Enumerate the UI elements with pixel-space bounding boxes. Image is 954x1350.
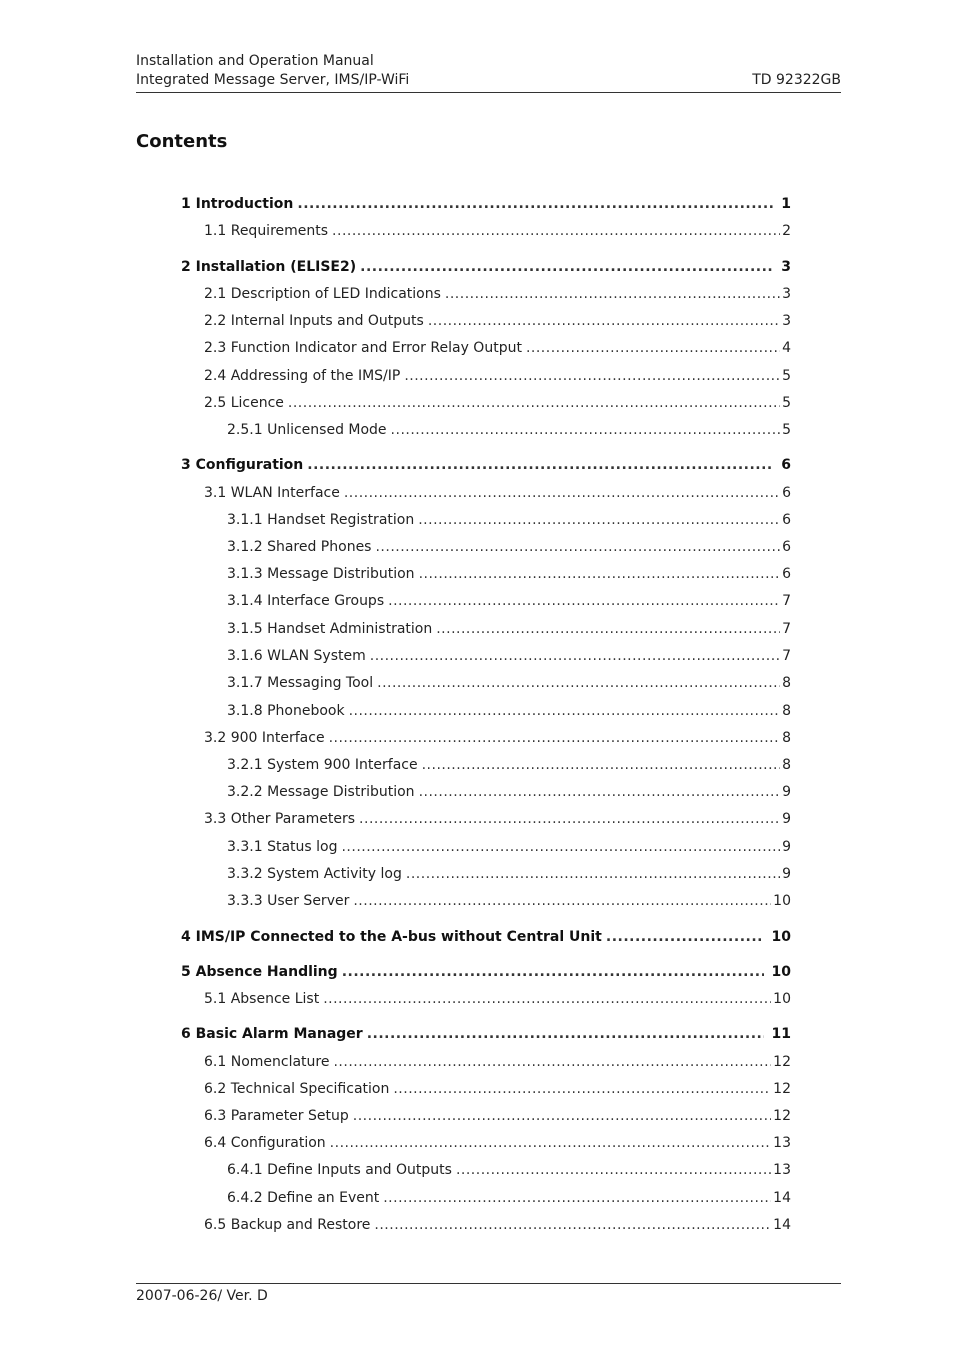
toc-leader bbox=[419, 564, 781, 584]
toc-label: 3.1.4 Interface Groups bbox=[227, 593, 385, 609]
toc-leader bbox=[419, 782, 781, 802]
toc-label: 3.2 900 Interface bbox=[204, 730, 325, 746]
toc-page-number: 5 bbox=[782, 368, 791, 384]
toc-page-number: 10 bbox=[773, 893, 791, 909]
toc-entry[interactable] bbox=[227, 1188, 791, 1208]
toc-label: 6 Basic Alarm Manager bbox=[181, 1026, 363, 1042]
toc-page-number: 9 bbox=[782, 811, 791, 827]
toc-entry[interactable] bbox=[227, 673, 791, 693]
toc-page-number: 6 bbox=[782, 566, 791, 582]
toc-page-number: 8 bbox=[782, 757, 791, 773]
toc-leader bbox=[353, 891, 771, 911]
toc-label: 2.4 Addressing of the IMS/IP bbox=[204, 368, 401, 384]
toc-leader bbox=[377, 673, 780, 693]
toc-entry[interactable] bbox=[181, 927, 791, 947]
toc-leader bbox=[359, 809, 780, 829]
toc-label: 3.2.1 System 900 Interface bbox=[227, 757, 418, 773]
toc-label: 1.1 Requirements bbox=[204, 223, 329, 239]
toc-entry[interactable] bbox=[204, 1133, 791, 1153]
toc-label: 3.3.2 System Activity log bbox=[227, 866, 402, 882]
toc-page-number: 6 bbox=[782, 485, 791, 501]
toc-entry[interactable] bbox=[181, 1024, 791, 1044]
toc-entry[interactable] bbox=[204, 989, 791, 1009]
toc-label: 3.1.3 Message Distribution bbox=[227, 566, 415, 582]
toc-entry[interactable] bbox=[227, 891, 791, 911]
toc-leader bbox=[436, 619, 780, 639]
toc-leader bbox=[445, 284, 780, 304]
toc-entry[interactable] bbox=[227, 537, 791, 557]
toc-leader bbox=[344, 483, 780, 503]
toc-label: 2.5 Licence bbox=[204, 395, 284, 411]
toc-page-number: 11 bbox=[771, 1026, 791, 1042]
toc-entry[interactable] bbox=[227, 510, 791, 530]
toc-label: 4 IMS/IP Connected to the A-bus without Central Unit bbox=[181, 929, 602, 945]
toc-page-number: 7 bbox=[782, 648, 791, 664]
toc-page-number: 5 bbox=[782, 395, 791, 411]
toc-page-number: 3 bbox=[781, 259, 791, 275]
toc-label: 1 Introduction bbox=[181, 196, 294, 212]
toc-page-number: 9 bbox=[782, 866, 791, 882]
toc-entry[interactable] bbox=[227, 701, 791, 721]
toc-page-number: 13 bbox=[773, 1135, 791, 1151]
footer-date-version: 2007-06-26/ Ver. D bbox=[136, 1288, 268, 1304]
toc-entry[interactable] bbox=[227, 864, 791, 884]
toc-entry[interactable] bbox=[204, 284, 791, 304]
toc-page-number: 9 bbox=[782, 839, 791, 855]
toc-label: 3.3.1 Status log bbox=[227, 839, 338, 855]
toc-page-number: 10 bbox=[771, 929, 791, 945]
toc-page-number: 14 bbox=[773, 1217, 791, 1233]
toc-entry[interactable] bbox=[204, 1052, 791, 1072]
toc-page-number: 5 bbox=[782, 422, 791, 438]
toc-page-number: 7 bbox=[782, 593, 791, 609]
toc-label: 5 Absence Handling bbox=[181, 964, 338, 980]
toc-label: 3.1.8 Phonebook bbox=[227, 703, 345, 719]
toc-page-number: 8 bbox=[782, 730, 791, 746]
toc-label: 3.1.6 WLAN System bbox=[227, 648, 366, 664]
toc-leader bbox=[526, 338, 780, 358]
toc-entry[interactable] bbox=[181, 257, 791, 277]
toc-entry[interactable] bbox=[227, 782, 791, 802]
toc-page-number: 6 bbox=[782, 539, 791, 555]
toc-label: 2.2 Internal Inputs and Outputs bbox=[204, 313, 424, 329]
toc-leader bbox=[332, 221, 780, 241]
toc-page-number: 4 bbox=[782, 340, 791, 356]
page-footer bbox=[136, 1283, 841, 1306]
toc-label: 2.1 Description of LED Indications bbox=[204, 286, 441, 302]
toc-leader bbox=[370, 646, 780, 666]
toc-entry[interactable] bbox=[227, 646, 791, 666]
toc-label: 2.3 Function Indicator and Error Relay Output bbox=[204, 340, 522, 356]
page-title: Contents bbox=[136, 131, 228, 152]
toc-entry[interactable] bbox=[227, 564, 791, 584]
toc-entry[interactable] bbox=[204, 809, 791, 829]
toc-page-number: 12 bbox=[773, 1054, 791, 1070]
toc-label: 6.2 Technical Specification bbox=[204, 1081, 390, 1097]
toc-entry[interactable] bbox=[204, 1079, 791, 1099]
toc-label: 6.1 Nomenclature bbox=[204, 1054, 330, 1070]
toc-leader bbox=[374, 1215, 771, 1235]
toc-entry[interactable] bbox=[181, 194, 791, 214]
toc-page-number: 14 bbox=[773, 1190, 791, 1206]
toc-leader bbox=[360, 257, 773, 277]
toc-entry[interactable] bbox=[204, 1215, 791, 1235]
toc-label: 5.1 Absence List bbox=[204, 991, 320, 1007]
toc-label: 3.3 Other Parameters bbox=[204, 811, 356, 827]
toc-entry[interactable] bbox=[204, 483, 791, 503]
toc-leader bbox=[367, 1024, 764, 1044]
toc-page-number: 8 bbox=[782, 703, 791, 719]
toc-page-number: 8 bbox=[782, 675, 791, 691]
toc-label: 3.1 WLAN Interface bbox=[204, 485, 340, 501]
toc-leader bbox=[375, 537, 780, 557]
toc-label: 6.4.1 Define Inputs and Outputs bbox=[227, 1162, 452, 1178]
toc-page-number: 10 bbox=[773, 991, 791, 1007]
toc-label: 2 Installation (ELISE2) bbox=[181, 259, 357, 275]
toc-page-number: 12 bbox=[773, 1081, 791, 1097]
toc-label: 3.1.7 Messaging Tool bbox=[227, 675, 374, 691]
toc-page-number: 13 bbox=[773, 1162, 791, 1178]
toc-entry[interactable] bbox=[204, 728, 791, 748]
toc-leader bbox=[383, 1188, 771, 1208]
toc-leader bbox=[404, 366, 780, 386]
toc-entry[interactable] bbox=[227, 1160, 791, 1180]
toc-label: 3 Configuration bbox=[181, 457, 304, 473]
toc-label: 3.3.3 User Server bbox=[227, 893, 350, 909]
toc-label: 3.1.5 Handset Administration bbox=[227, 621, 433, 637]
toc-entry[interactable] bbox=[204, 338, 791, 358]
toc-leader bbox=[307, 455, 773, 475]
toc-page-number: 12 bbox=[773, 1108, 791, 1124]
toc-entry[interactable] bbox=[204, 221, 791, 241]
product-name: Integrated Message Server, IMS/IP-WiFi bbox=[136, 72, 410, 88]
toc-label: 3.2.2 Message Distribution bbox=[227, 784, 415, 800]
toc-page-number: 6 bbox=[782, 512, 791, 528]
toc-entry[interactable] bbox=[204, 366, 791, 386]
toc-page-number: 9 bbox=[782, 784, 791, 800]
toc-leader bbox=[388, 591, 780, 611]
toc-entry[interactable] bbox=[227, 837, 791, 857]
page-header bbox=[136, 52, 841, 93]
toc-page-number: 2 bbox=[782, 223, 791, 239]
document-number: TD 92322GB bbox=[752, 72, 841, 88]
toc-leader bbox=[418, 510, 780, 530]
toc-label: 6.4.2 Define an Event bbox=[227, 1190, 380, 1206]
toc-leader bbox=[393, 1079, 771, 1099]
toc-leader bbox=[428, 311, 780, 331]
toc-entry[interactable] bbox=[181, 455, 791, 475]
toc-page-number: 3 bbox=[782, 286, 791, 302]
toc-entry[interactable] bbox=[227, 619, 791, 639]
toc-leader bbox=[606, 927, 764, 947]
toc-leader bbox=[342, 962, 764, 982]
toc-entry[interactable] bbox=[204, 311, 791, 331]
toc-leader bbox=[349, 701, 781, 721]
toc-leader bbox=[288, 393, 780, 413]
toc-entry[interactable] bbox=[204, 393, 791, 413]
toc-page-number: 1 bbox=[781, 196, 791, 212]
toc-label: 3.1.2 Shared Phones bbox=[227, 539, 372, 555]
toc-leader bbox=[329, 728, 781, 748]
toc-leader bbox=[422, 755, 780, 775]
toc-label: 3.1.1 Handset Registration bbox=[227, 512, 415, 528]
toc-label: 6.3 Parameter Setup bbox=[204, 1108, 349, 1124]
toc-entry[interactable] bbox=[227, 420, 791, 440]
toc-page-number: 10 bbox=[771, 964, 791, 980]
toc-leader bbox=[456, 1160, 771, 1180]
toc-leader bbox=[391, 420, 781, 440]
toc-leader bbox=[353, 1106, 771, 1126]
toc-entry[interactable] bbox=[227, 591, 791, 611]
toc-leader bbox=[333, 1052, 771, 1072]
toc-entry[interactable] bbox=[181, 962, 791, 982]
manual-title: Installation and Operation Manual bbox=[136, 53, 374, 69]
toc-leader bbox=[297, 194, 773, 214]
toc-label: 6.4 Configuration bbox=[204, 1135, 326, 1151]
toc-label: 6.5 Backup and Restore bbox=[204, 1217, 371, 1233]
toc-leader bbox=[341, 837, 780, 857]
toc-leader bbox=[330, 1133, 772, 1153]
toc-page-number: 6 bbox=[781, 457, 791, 473]
toc-page-number: 7 bbox=[782, 621, 791, 637]
toc-entry[interactable] bbox=[227, 755, 791, 775]
toc-leader bbox=[406, 864, 780, 884]
toc-entry[interactable] bbox=[204, 1106, 791, 1126]
toc-leader bbox=[323, 989, 771, 1009]
toc-label: 2.5.1 Unlicensed Mode bbox=[227, 422, 387, 438]
toc-page-number: 3 bbox=[782, 313, 791, 329]
